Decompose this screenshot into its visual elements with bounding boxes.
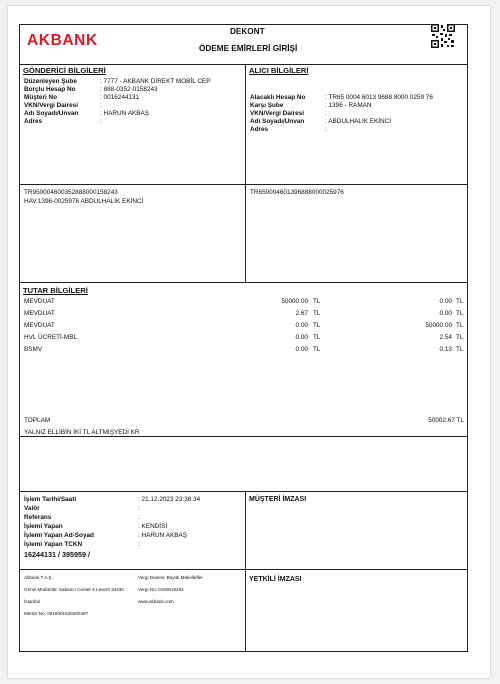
reference-line: 16244131 / 395959 / [24, 550, 90, 559]
customer-signature-label: MÜŞTERİ İMZASI [249, 496, 307, 503]
authorized-signature-label: YETKİLİ İMZASI [249, 576, 302, 583]
sender-heading: GÖNDERİCİ BİLGİLERİ [23, 66, 106, 75]
transfer-description: HAV.1396-0025976 ABDULHALİK EKİNCİ [24, 198, 144, 205]
bank-logo: AKBANK [27, 32, 98, 49]
parties-box [19, 64, 468, 185]
total-in-words: YALNIZ ELLİBİN İKİ TL ALTMIŞYEDİ KR [24, 429, 140, 436]
total-label: TOPLAM [24, 417, 51, 424]
sender-iban: TR950004600352888000158243 [24, 189, 118, 196]
qr-code-icon [431, 24, 455, 48]
total-value: 50002.67 TL [428, 417, 464, 424]
receiver-heading: ALICI BİLGİLERİ [249, 66, 309, 75]
receiver-iban: TR650004601396888000025976 [250, 189, 344, 196]
document-title: DEKONT [230, 27, 265, 36]
blank-box [19, 437, 468, 492]
document-subtitle: ÖDEME EMİRLERİ GİRİŞİ [199, 44, 298, 53]
amounts-box [19, 283, 468, 437]
amounts-heading: TUTAR BİLGİLERİ [23, 286, 88, 295]
